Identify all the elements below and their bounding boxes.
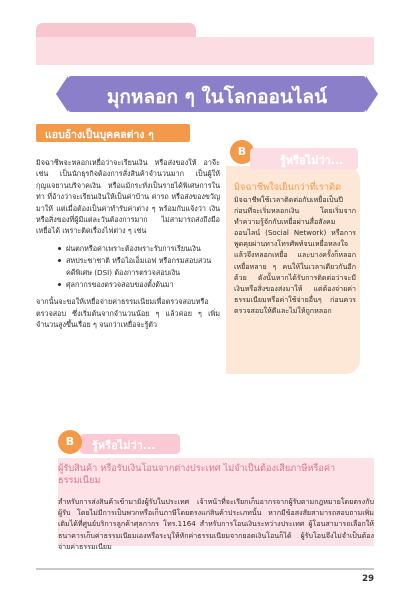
section-heading: แอบอ้างเป็นบุคคลต่าง ๆ <box>45 129 154 141</box>
bullet-item: สหประชาชาติ หรือไอเอ็มเอฟ หรือกรมสอบสวนคดีพิเศษ (DSI) ต้องการตรวจสอบเงิน <box>58 255 220 278</box>
page-number: 29 <box>362 574 374 584</box>
bullet-item: ศุลกากรของตรวจสอบของตั้งต้นมา <box>58 279 220 290</box>
sidebar-label: รู้หรือไม่ว่า... <box>280 154 344 167</box>
outro-paragraph: จากนั้นจะขอให้เหยื่อจ่ายค่าธรรมเนียมเพื่อตรวจสอบหรือตรวจสอบ ซึ่งเริ่มต้นจากจำนวนน้อย ๆ แล้วค่อย ๆ เพิ่มจำนวนสูงขึ้นเรื่อย ๆ จนกว่าเหยื่อจะรู้ตัว <box>36 297 220 330</box>
bottom-label-pill <box>80 434 180 454</box>
bitcoin-icon: B <box>230 140 254 164</box>
bottom-label: รู้หรือไม่ว่า... <box>92 439 156 452</box>
sidebar-body: มิจฉาชีพใช้เวลาติดต่อกับเหยื่อเป็นปี ก่อนที่จะเริ่มหลอกเงิน โดยเริ่มจากทำความรู้จักกับเหยื่อผ่านสื่อสังคมออนไลน์ (Social Network) หรือการพูดคุยผ่านทางโทรศัพท์จนเหยื่อหลงใจ แล้วจึงหลอกเหยื่อ และบางครั้งก็หลอกเหยื่อหลาย ๆ คนให้ในเวลาเดียวกันอีกด้วย ดังนั้นหากได้รับการติดต่อว่าจะมีเงินหรือสิ่งของส่งมาให้ แต่ต้องจ่ายค่าธรรมเนียมหรือค่าใช้จ่ายอื่นๆ ก่อนควรตรวจสอบให้ดีและไม่ให้ถูกหลอก <box>234 195 356 315</box>
sidebar-label-pill <box>250 148 358 170</box>
header-tab-decoration <box>36 23 196 37</box>
sidebar-title: มิจฉาชีพใจเย็นกว่าที่เราคิด <box>234 182 342 193</box>
title-ribbon <box>68 76 366 112</box>
header-banner <box>36 37 374 65</box>
footer-divider <box>36 568 374 570</box>
bottom-note-title: ผู้รับสินค้า หรือรับเงินโอนจากต่างประเทศ ไม่จำเป็นต้องเสียภาษีหรือค่าธรรมเนียม <box>58 463 336 486</box>
main-body-column <box>36 157 220 331</box>
page-title: มุกหลอก ๆ ในโลกออนไลน์ <box>106 86 328 108</box>
bullet-item: ฝนตกหรือค่าเพราะต้องพราะรับการเรียนเงิน <box>58 243 220 254</box>
bitcoin-icon: B <box>58 430 82 454</box>
intro-paragraph: มิจฉาชีพจะหลอกเหยื่อว่าจะเรียนเงิน หรือส่งของให้ อาจีะ เช่น เป็นนักธุรกิจต้องการสั่งสินค้าจำนวนมาก เป็นผู้ให้กุญแจยานบริจาคเงิน หรือแม้กระทั่งเป็นรายได้พิเศษการในท่า ที่อ้างว่าจะเรียนเงินให้เป็นค่าบ้าน ค่ารถ หรือส่งของขวัญมาให้ แต่เมื่อต้องเป็นค่าทำรับค่าต่าง ๆ พร้อมกับแจ้งว่า เงินหรือสิ่งของที่ผู้มีแต่ละวันต้องการมาก ไม่สามารถส่งถึงมือเหยื่อได้ เพราะติดเรื่องไฟต่าง ๆ เช่น <box>36 158 220 236</box>
section-heading-box <box>36 124 190 142</box>
bottom-note-body: สำหรับการส่งสินค้าเข้ามายังผู้รับในประเทศ เจ้าหน้าที่จะเรียกเก็บอากรจากผู้รับตามกฎหมายโดยตรงกับผู้รับ โดยไม่มีการเป็นพวกหรือเก็บภาษีโดยตรงแก่สินค้าประเภทนั้น หากมีข้อสงสัยสามารถสอบถามเพิ่มเติมได้ที่ศูนย์บริการลูกค้าศุลกากร โทร.1164 สำหรับการโอนเงินระหว่างประเทศ ผู้โอนสามารถเลือกให้ธนาคารเก็บค่าธรรมเนียมเองหรือระบุให้หักค่าธรรมเนียมจากยอดเงินโอนก็ได้ ผู้รับโอนจึงไม่จำเป็นต้องจ่ายค่าธรรมเนียม <box>58 497 374 551</box>
bullet-list <box>58 243 220 291</box>
